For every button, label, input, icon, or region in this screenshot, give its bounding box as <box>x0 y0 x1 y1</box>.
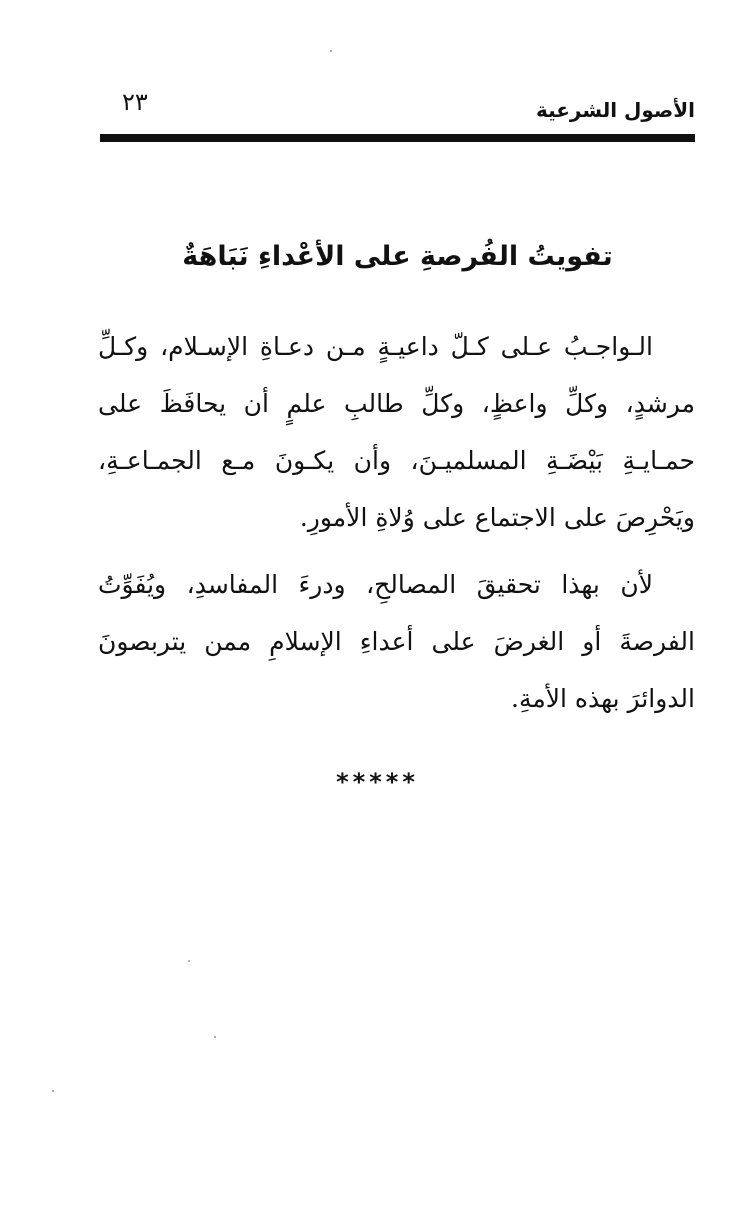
section-title: تفويتُ الفُرصةِ على الأعْداءِ نَبَاهَةٌ <box>182 241 613 272</box>
scan-speck <box>330 50 332 52</box>
running-head <box>100 88 695 128</box>
scan-speck <box>52 1090 54 1092</box>
paragraph: لأن بهذا تحقيقَ المصالحِ، ودرءَ المفاسدِ، ويُفَوِّتُ الفرصةَ أو الغرضَ على أعداءِ الإسلامِ ممن يتربصونَ الدوائرَ بهذه الأمةِ. <box>98 570 695 713</box>
body-text <box>98 318 695 727</box>
book-title: الأصول الشرعية <box>535 98 695 122</box>
section-separator: ***** <box>336 768 419 796</box>
scan-speck <box>188 960 190 962</box>
page-number: ٢٣ <box>122 88 148 116</box>
paragraph: الـواجـبُ عـلى كـلّ داعيـةٍ مـن دعـاةِ الإسـلام، وكـلِّ مرشدٍ، وكلِّ واعظٍ، وكلِّ طالبِ علمٍ أن يحافَظَ على حمـايـةِ بَيْضَـةِ المسلميـنَ، وأن يكـونَ مـع الجمـاعـةِ، ويَحْرِصَ على الاجتماع على وُلاةِ الأمورِ. <box>98 332 695 532</box>
header-rule <box>100 134 695 142</box>
scan-speck <box>214 1036 216 1038</box>
